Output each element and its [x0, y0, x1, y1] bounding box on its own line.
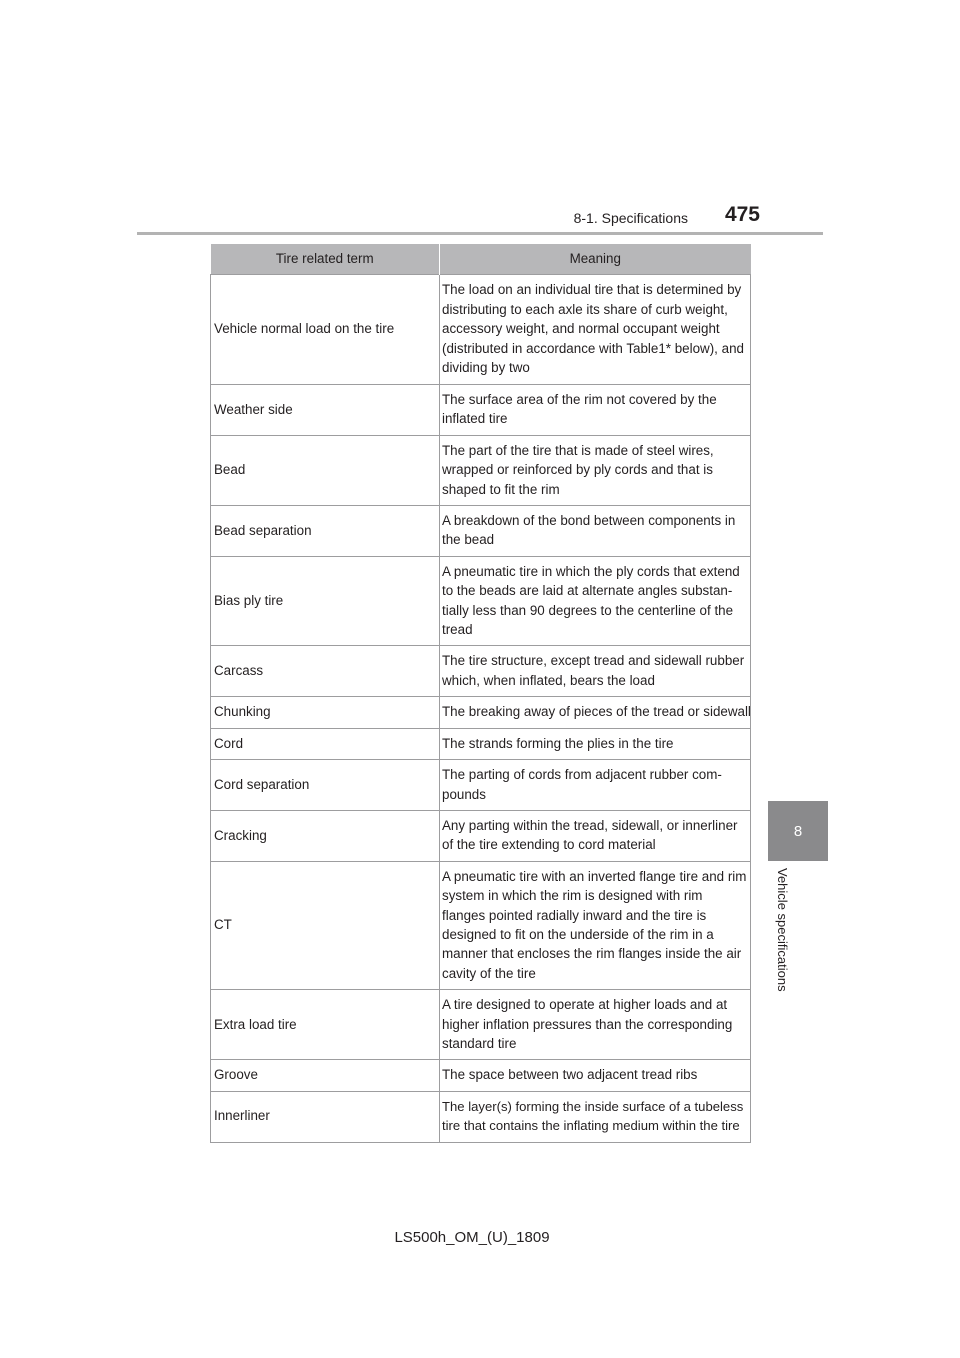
chapter-tab[interactable] — [768, 801, 828, 861]
meaning-cell: Any parting within the tread, sidewall, or innerliner of the tire extending to cord material — [440, 810, 751, 861]
term-cell: Weather side — [211, 385, 440, 436]
meaning-cell: The breaking away of pieces of the tread or sidewall — [440, 697, 751, 728]
meaning-cell: A tire designed to operate at higher loads and at higher inflation pressures than the corresponding standard tire — [440, 990, 751, 1060]
header-divider — [137, 232, 823, 235]
column-header-term: Tire related term — [211, 244, 440, 275]
meaning-cell: The strands forming the plies in the tire — [440, 728, 751, 759]
term-cell: Bead — [211, 435, 440, 505]
term-cell: Vehicle normal load on the tire — [211, 275, 440, 385]
term-cell: Cracking — [211, 810, 440, 861]
tire-terms-table — [210, 244, 751, 1143]
table-row — [211, 728, 751, 759]
meaning-cell: A pneumatic tire in which the ply cords that extend to the beads are laid at alternate angles substan-tially less than 90 degrees to the centerline of the tread — [440, 556, 751, 646]
table-header-row — [211, 244, 751, 275]
table-row — [211, 810, 751, 861]
meaning-cell: The load on an individual tire that is determined by distributing to each axle its share of curb weight, accessory weight, and normal occupant weight (distributed in accordance with Table1* below), and dividing by two — [440, 275, 751, 385]
chapter-label: Vehicle specifications — [775, 868, 790, 992]
table-row — [211, 506, 751, 557]
meaning-cell: The layer(s) forming the inside surface of a tubeless tire that contains the inflating medium within the tire — [440, 1091, 751, 1142]
meaning-cell: A breakdown of the bond between components in the bead — [440, 506, 751, 557]
table-row — [211, 760, 751, 811]
term-cell: CT — [211, 861, 440, 989]
table-row — [211, 556, 751, 646]
table-row — [211, 697, 751, 728]
table-row — [211, 1060, 751, 1091]
meaning-cell: The space between two adjacent tread ribs — [440, 1060, 751, 1091]
term-cell: Extra load tire — [211, 990, 440, 1060]
term-cell: Innerliner — [211, 1091, 440, 1142]
meaning-cell: A pneumatic tire with an inverted flange tire and rim system in which the rim is designed with rim flanges pointed radially inward and the tire is designed to fit on the underside of the rim in a manner that encloses the rim flanges inside the air cavity of the tire — [440, 861, 751, 989]
table-row — [211, 275, 751, 385]
table-row — [211, 990, 751, 1060]
term-cell: Carcass — [211, 646, 440, 697]
term-cell: Chunking — [211, 697, 440, 728]
meaning-cell: The tire structure, except tread and sidewall rubber which, when inflated, bears the load — [440, 646, 751, 697]
table-row — [211, 861, 751, 989]
table-row — [211, 1091, 751, 1142]
meaning-cell: The parting of cords from adjacent rubber com-pounds — [440, 760, 751, 811]
table-row — [211, 435, 751, 505]
term-cell: Cord — [211, 728, 440, 759]
term-cell: Bias ply tire — [211, 556, 440, 646]
term-cell: Groove — [211, 1060, 440, 1091]
chapter-number: 8 — [793, 822, 803, 840]
section-title: 8-1. Specifications — [573, 210, 688, 226]
term-cell: Cord separation — [211, 760, 440, 811]
meaning-cell: The surface area of the rim not covered by the inflated tire — [440, 385, 751, 436]
table-row — [211, 385, 751, 436]
meaning-cell: The part of the tire that is made of steel wires, wrapped or reinforced by ply cords and that is shaped to fit the rim — [440, 435, 751, 505]
page-number: 475 — [724, 203, 760, 226]
table-row — [211, 646, 751, 697]
column-header-meaning: Meaning — [440, 244, 751, 275]
document-code: LS500h_OM_(U)_1809 — [394, 1229, 550, 1246]
term-cell: Bead separation — [211, 506, 440, 557]
